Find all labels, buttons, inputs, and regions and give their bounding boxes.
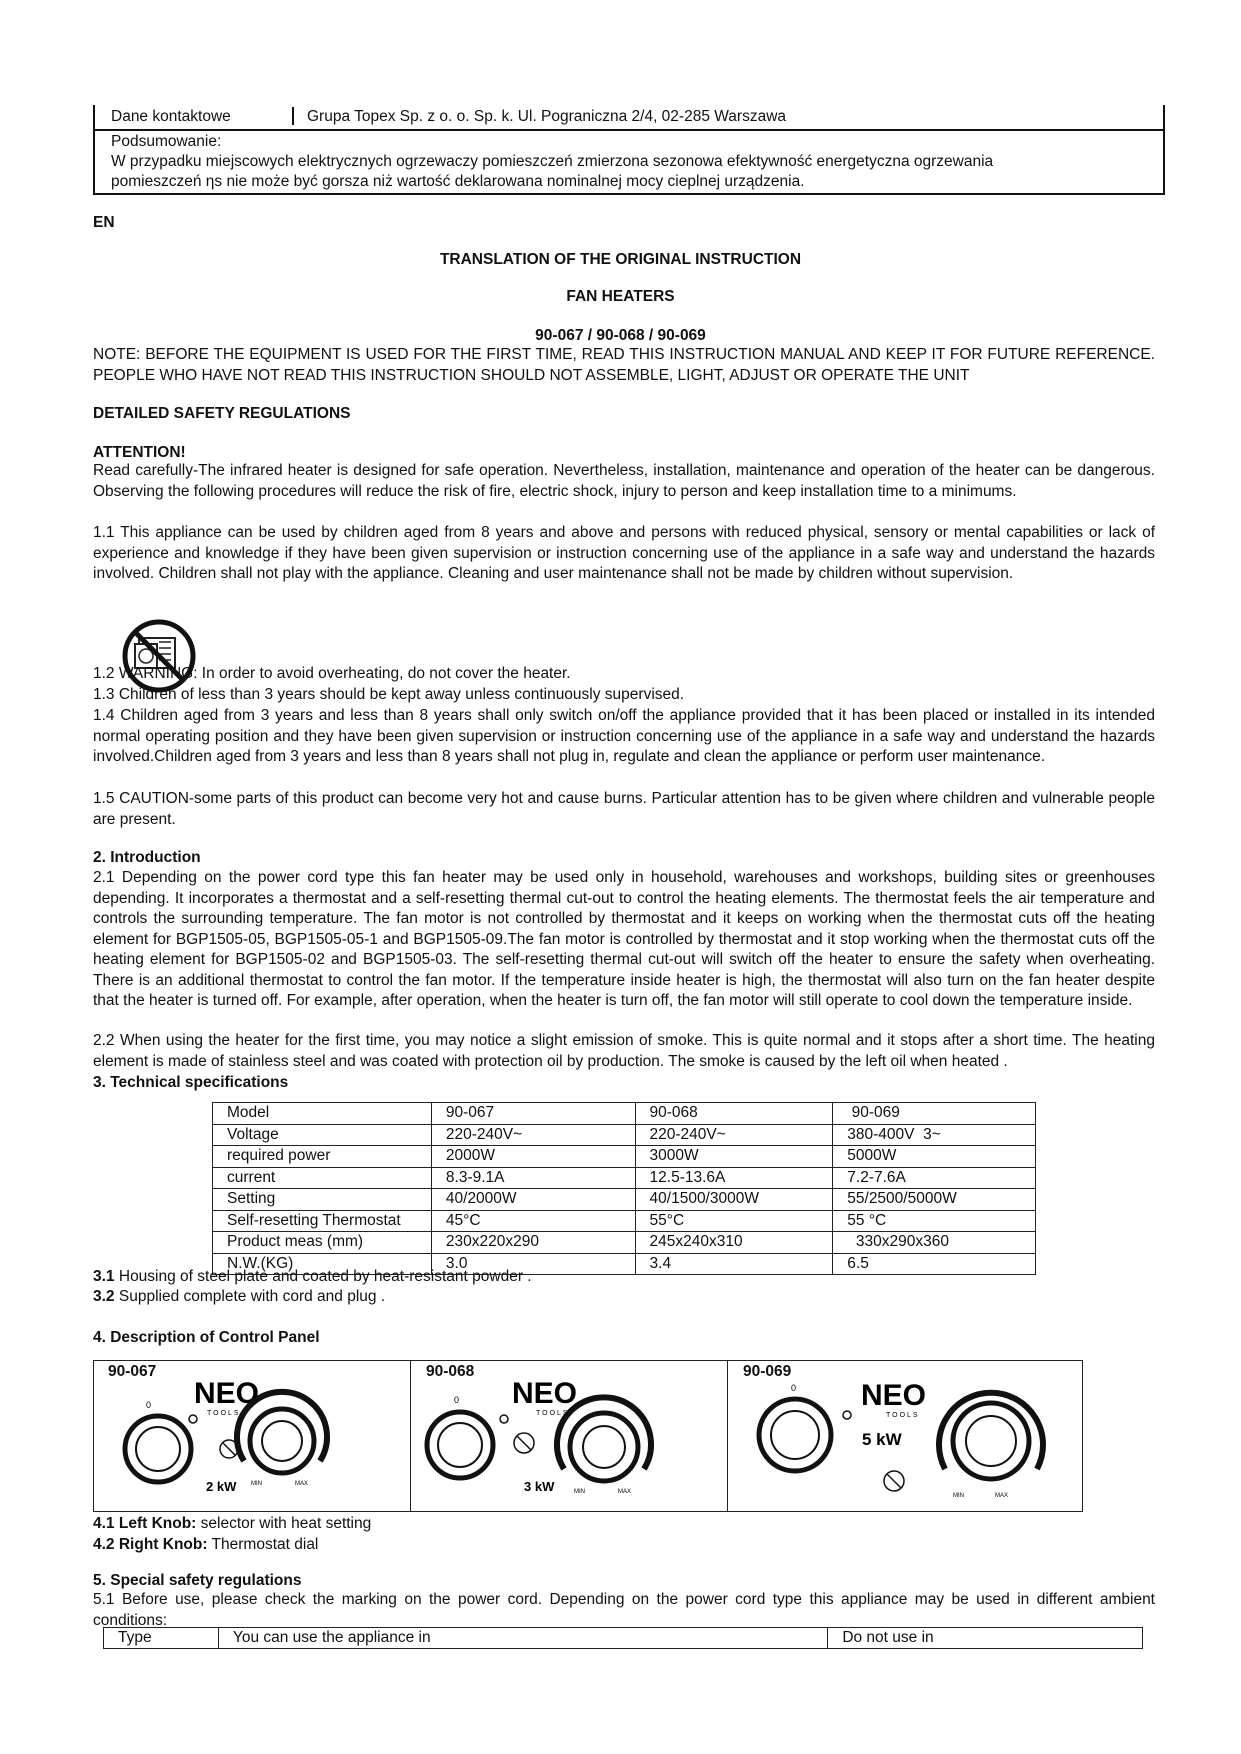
spec-value-cell: 220-240V~ (431, 1124, 635, 1146)
column-divider (292, 107, 294, 125)
panel-90-068 (412, 1361, 728, 1511)
paragraph-2-1: 2.1 Depending on the power cord type this fan heater may be used only in household, warehouses and workshops, building sites or greenhouses depending. It incorporates a thermostat and a self-resetting thermal cut-out to control the heating elements. The thermostat feels the air temperature and controls the surrounding temperature. The fan motor is not controlled by thermostat and it keeps on working when the thermostat cuts off the heating element for BGP1505-05, BGP1505-05-1 and BGP1505-09.The fan motor is controlled by thermostat and it stop working when the thermostat cuts off the heating element for BGP1505-02 and BGP1505-03. The self-resetting thermal cut-out will switch off the heater to ensure the safety when overheating. There is an additional thermostat to control the fan motor. If the temperature inside heater is high, the thermostat will also turn on the fan heater despite that the heater is turned off. For example, after operation, when the heater is turn off, the fan motor will still operate to cool down the temperature inside. (93, 869, 1155, 1009)
spec-table (212, 1102, 1036, 1275)
spec-value-cell: 2000W (431, 1146, 635, 1168)
table-row (213, 1232, 1036, 1254)
table-row (213, 1124, 1036, 1146)
table-row (213, 1167, 1036, 1189)
spec-value-cell: 40/2000W (431, 1189, 635, 1211)
spec-value-cell: 3.0 (431, 1253, 635, 1275)
spec-value-cell: 220-240V~ (635, 1124, 833, 1146)
panel-label: 90-067 (108, 1363, 157, 1380)
power-label: 2 kW (206, 1479, 237, 1494)
spec-value-cell: 7.2-7.6A (833, 1167, 1036, 1189)
knob-4-2-label: 4.2 Right Knob: (93, 1536, 208, 1553)
spec-value-cell: 55/2500/5000W (833, 1189, 1036, 1211)
spec-label-cell: Model (213, 1103, 432, 1125)
spec-note-3-1-text: Housing of steel plate and coated by heat-resistant powder . (114, 1268, 532, 1285)
min-label: MIN (953, 1493, 964, 1499)
spec-label-cell: N.W.(KG) (213, 1253, 432, 1275)
knob-zero-mark: 0 (146, 1400, 152, 1410)
knob-4-1-label: 4.1 Left Knob: (93, 1515, 197, 1532)
table-header-row (104, 1628, 1143, 1649)
panel-90-067 (94, 1361, 411, 1511)
spec-value-cell: 40/1500/3000W (635, 1189, 833, 1211)
type-column-header: Type (104, 1628, 219, 1649)
spec-value-cell: 245x240x310 (635, 1232, 833, 1254)
contact-label: Dane kontaktowe (111, 108, 231, 125)
summary-line-2: pomieszczeń ηs nie może być gorsza niż wartość deklarowana nominalnej mocy cieplnej urządzenia. (111, 173, 805, 190)
brand-logo: NEO (512, 1377, 578, 1410)
spec-value-cell: 8.3-9.1A (431, 1167, 635, 1189)
panel-label: 90-068 (426, 1363, 475, 1380)
spec-note-3-1 (93, 1268, 532, 1286)
min-label: MIN (574, 1489, 585, 1495)
spec-value-cell: 6.5 (833, 1253, 1036, 1275)
max-label: MAX (995, 1493, 1009, 1499)
introduction-heading: 2. Introduction (93, 849, 201, 866)
summary-block (111, 132, 1151, 192)
spec-value-cell: 330x290x360 (833, 1232, 1036, 1254)
max-label: MAX (295, 1481, 309, 1487)
spec-note-3-1-number: 3.1 (93, 1268, 115, 1285)
spec-value-cell: 55 °C (833, 1210, 1036, 1232)
paragraph-1-4: 1.4 Children aged from 3 years and less than 8 years shall only switch on/off the appliance provided that it has been placed or installed in its intended normal operating position and they have been given supervision or instruction concerning use of the appliance in a safe way and understand the hazards involved.Children aged from 3 years and less than 8 years shall not plug in, regulate and clean the appliance or perform user maintenance. (93, 707, 1155, 765)
use-in-column-header: You can use the appliance in (218, 1628, 827, 1649)
knob-4-2-text: Thermostat dial (207, 1536, 319, 1553)
table-row (213, 1189, 1036, 1211)
contact-value: Grupa Topex Sp. z o. o. Sp. k. Ul. Pograniczna 2/4, 02-285 Warszawa (307, 108, 787, 125)
spec-label-cell: Setting (213, 1189, 432, 1211)
spec-value-cell: 230x220x290 (431, 1232, 635, 1254)
spec-value-cell: 90-069 (833, 1103, 1036, 1125)
spec-label-cell: current (213, 1167, 432, 1189)
spec-value-cell: 12.5-13.6A (635, 1167, 833, 1189)
knob-description-4-1 (93, 1515, 371, 1533)
brand-logo: NEO (194, 1377, 260, 1410)
language-tag: EN (93, 214, 115, 231)
spec-label-cell: required power (213, 1146, 432, 1168)
special-safety-heading: 5. Special safety regulations (93, 1572, 302, 1589)
power-label: 3 kW (524, 1479, 555, 1494)
brand-sub: TOOLS (886, 1412, 920, 1419)
max-label: MAX (618, 1489, 632, 1495)
model-numbers: 90-067 / 90-068 / 90-069 (535, 327, 706, 344)
control-panel-figure (93, 1360, 1083, 1512)
contact-summary-box (93, 105, 1165, 195)
contact-row (95, 105, 1163, 131)
spec-value-cell: 380-400V 3~ (833, 1124, 1036, 1146)
spec-heading: 3. Technical specifications (93, 1074, 289, 1091)
spec-label-cell: Product meas (mm) (213, 1232, 432, 1254)
attention-heading: ATTENTION! (93, 444, 186, 461)
spec-note-3-2 (93, 1288, 385, 1306)
document-title: TRANSLATION OF THE ORIGINAL INSTRUCTION (439, 251, 802, 268)
paragraph-2-2: 2.2 When using the heater for the first time, you may notice a slight emission of smoke. This is quite normal and it stops after a short time. The heating element is made of stainless steel and was coated with protection oil by production. The smoke is caused by the left oil when heated . (93, 1032, 1155, 1070)
power-cord-type-table (103, 1627, 1143, 1649)
brand-sub: TOOLS (536, 1410, 570, 1417)
spec-note-3-2-number: 3.2 (93, 1288, 115, 1305)
table-row (213, 1146, 1036, 1168)
note-paragraph: NOTE: BEFORE THE EQUIPMENT IS USED FOR THE FIRST TIME, READ THIS INSTRUCTION MANUAL AND KEEP IT FOR FUTURE REFERENCE. PEOPLE WHO HAVE NOT READ THIS INSTRUCTION SHOULD NOT ASSEMBLE, LIGHT, ADJUST OR OPERATE THE UNIT (93, 346, 1155, 384)
spec-value-cell: 55°C (635, 1210, 833, 1232)
paragraph-1-3: 1.3 Children of less than 3 years should be kept away unless continuously supervised. (93, 686, 685, 703)
paragraph-5-1: 5.1 Before use, please check the marking on the power cord. Depending on the power cord type this appliance may be used in different ambient conditions: (93, 1591, 1155, 1629)
brand-logo: NEO (861, 1379, 927, 1412)
summary-label: Podsumowanie: (111, 133, 222, 150)
spec-value-cell: 3000W (635, 1146, 833, 1168)
attention-paragraph: Read carefully-The infrared heater is designed for safe operation. Nevertheless, installation, maintenance and operation of the heater can be dangerous. Observing the following procedures will reduce the risk of fire, electric shock, injury to person and keep installation time to a minimums. (93, 462, 1155, 500)
knob-zero-mark: 0 (791, 1383, 797, 1393)
paragraph-1-2: 1.2 WARNING: In order to avoid overheating, do not cover the heater. (93, 665, 571, 682)
document-subtitle: FAN HEATERS (566, 288, 675, 305)
knob-zero-mark: 0 (454, 1395, 460, 1405)
power-label: 5 kW (862, 1430, 902, 1449)
panel-label: 90-069 (743, 1363, 792, 1380)
control-panel-heading: 4. Description of Control Panel (93, 1329, 320, 1346)
spec-value-cell: 5000W (833, 1146, 1036, 1168)
paragraph-1-1: 1.1 This appliance can be used by children aged from 8 years and above and persons with reduced physical, sensory or mental capabilities or lack of experience and knowledge if they have been given supervision or instruction concerning use of the appliance in a safe way and understand the hazards involved. Children shall not play with the appliance. Cleaning and user maintenance shall not be made by children without supervision. (93, 524, 1155, 582)
brand-sub: TOOLS (207, 1410, 241, 1417)
paragraph-1-5: 1.5 CAUTION-some parts of this product can become very hot and cause burns. Particular attention has to be given where children and vulnerable people are present. (93, 790, 1155, 828)
table-row (213, 1103, 1036, 1125)
spec-note-3-2-text: Supplied complete with cord and plug . (114, 1288, 386, 1305)
min-label: MIN (251, 1481, 262, 1487)
knob-4-1-text: selector with heat setting (196, 1515, 372, 1532)
table-row (213, 1210, 1036, 1232)
safety-heading: DETAILED SAFETY REGULATIONS (93, 405, 351, 422)
spec-value-cell: 90-068 (635, 1103, 833, 1125)
spec-value-cell: 90-067 (431, 1103, 635, 1125)
spec-value-cell: 3.4 (635, 1253, 833, 1275)
knob-description-4-2 (93, 1536, 318, 1554)
summary-line-1: W przypadku miejscowych elektrycznych ogrzewaczy pomieszczeń zmierzona sezonowa efektywność energetyczna ogrzewania (111, 153, 994, 170)
spec-value-cell: 45°C (431, 1210, 635, 1232)
panel-90-069 (729, 1361, 1082, 1511)
spec-label-cell: Self-resetting Thermostat (213, 1210, 432, 1232)
spec-label-cell: Voltage (213, 1124, 432, 1146)
do-not-use-column-header: Do not use in (828, 1628, 1143, 1649)
